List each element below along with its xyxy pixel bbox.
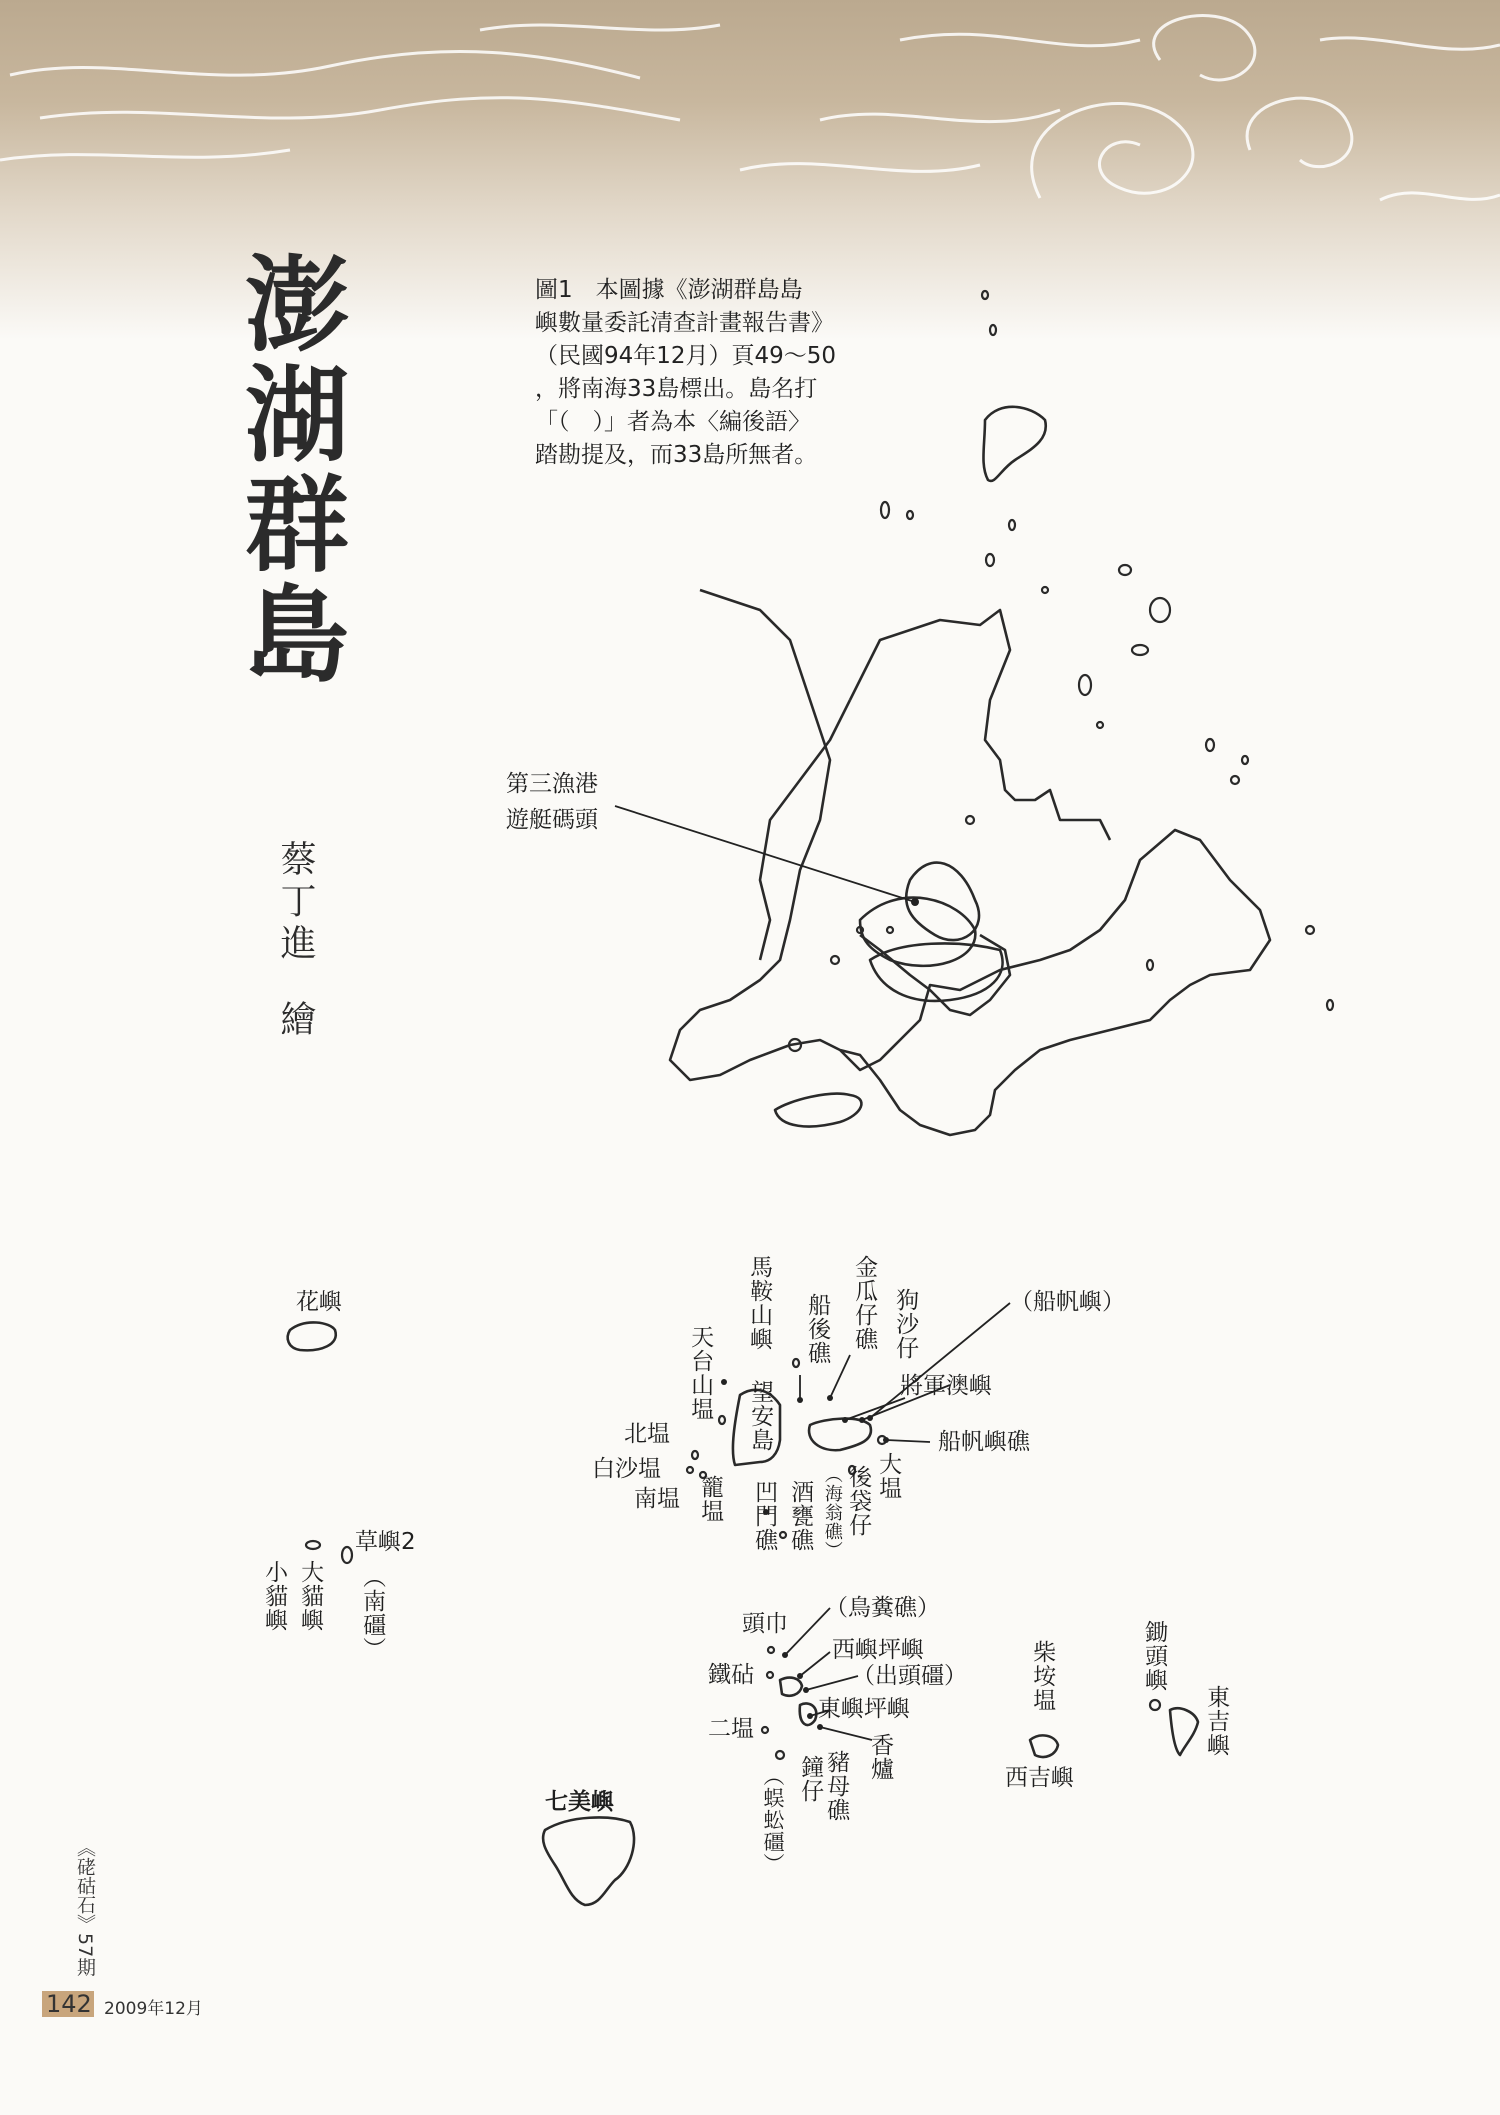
magazine-name: 《硓𥑮石》57期	[74, 1838, 96, 1977]
qimei-island	[543, 1817, 634, 1905]
islet	[831, 956, 839, 964]
erwen-label: 二塭	[708, 1716, 754, 1742]
jingua-arrow	[830, 1355, 850, 1398]
caoyu-label: 草嶼2	[355, 1529, 416, 1555]
islet	[1042, 587, 1048, 593]
chuanfanyujiao-label: 船帆嶼礁	[938, 1429, 1030, 1455]
qimeiyu-label: 七美嶼	[545, 1789, 614, 1815]
goushazi-arrow	[845, 1398, 905, 1420]
nanou-label: （南礓）	[359, 1565, 386, 1661]
harbor-arrow	[615, 806, 915, 902]
islet	[1150, 598, 1170, 622]
zhongzai-label: 鐘仔	[797, 1755, 824, 1803]
caption-line: 「（ ）」者為本〈編後語〉	[535, 409, 811, 435]
chutouyu-label: 鋤頭嶼	[1141, 1620, 1168, 1692]
xiyupingyu-label: 西嶼坪嶼	[832, 1637, 924, 1663]
islet	[1206, 739, 1214, 751]
northern-peninsula-outline	[850, 610, 1110, 840]
baishawen-label: 白沙塭	[592, 1456, 661, 1482]
islet	[793, 1359, 799, 1367]
drawn-by-label: 繪	[275, 1000, 316, 1036]
chutouou-label: （出頭礓）	[852, 1663, 967, 1689]
tiezhen-label: 鐵砧	[708, 1662, 754, 1688]
dongjiyu-label: 東吉嶼	[1203, 1685, 1230, 1757]
page-number: 142	[46, 1990, 92, 2018]
islet	[990, 325, 996, 335]
islet	[1119, 565, 1131, 575]
issue-date: 2009年12月	[104, 1999, 203, 2019]
harbor-label-2: 遊艇碼頭	[506, 807, 598, 833]
islet	[1231, 776, 1239, 784]
islet	[1147, 960, 1153, 970]
aomenjiao-label: 凹門礁	[751, 1480, 778, 1552]
islet	[306, 1541, 320, 1549]
south-long-island	[775, 1094, 861, 1127]
jiangjunaoyu-label: 將軍澳嶼	[900, 1373, 992, 1399]
islet	[776, 1751, 784, 1759]
caption-line: 踏勘提及，而33島所無者。	[535, 442, 818, 468]
islet	[692, 1451, 698, 1459]
islet	[1079, 675, 1091, 695]
caption-line: 嶼數量委託清查計畫報告書》	[535, 310, 834, 336]
zhumujiao-label: 豬母礁	[823, 1750, 850, 1822]
niaofenjiao-label: （鳥糞礁）	[825, 1595, 940, 1621]
islet	[1306, 926, 1314, 934]
jinguazijiao-label: 金瓜仔礁	[851, 1255, 878, 1351]
islet	[762, 1727, 768, 1733]
chuanhoujiao-label: 船後礁	[804, 1293, 831, 1365]
wugongou-label: （蜈蚣礓）	[761, 1765, 786, 1875]
islet	[982, 291, 988, 299]
beiwen-label: 北塭	[624, 1421, 670, 1447]
harbor-marker	[911, 898, 919, 906]
toujin-label: 頭巾	[742, 1611, 788, 1637]
author-name: 蔡丁進	[275, 840, 316, 966]
chuanfan-arrow	[870, 1303, 1010, 1418]
damaoyu-label: 大貓嶼	[297, 1560, 324, 1632]
tiantaishan-label: 天台山塭	[687, 1325, 714, 1421]
islet	[342, 1547, 352, 1563]
islet	[1150, 1700, 1160, 1710]
islet	[719, 1416, 725, 1424]
huayu-label: 花嶼	[296, 1289, 342, 1315]
caption-line: （民國94年12月）頁49～50	[535, 343, 837, 369]
chaianwen-label: 柴垵塭	[1029, 1640, 1056, 1712]
wangan-label: 望安島	[747, 1380, 774, 1452]
dawen-label: 大塭	[875, 1452, 902, 1500]
islet	[780, 1532, 786, 1538]
dongyupingyu-label: 東嶼坪嶼	[818, 1696, 910, 1722]
maanshan-label: 馬鞍山嶼	[746, 1255, 773, 1351]
nanwen-label: 南塭	[634, 1486, 680, 1512]
main-island-outline	[670, 590, 1270, 1135]
islet	[687, 1467, 693, 1473]
west-arm-outline	[760, 700, 850, 960]
islet	[887, 927, 893, 933]
jiangjun-island	[809, 1419, 871, 1451]
islet	[966, 816, 974, 824]
xianglu-label: 香爐	[867, 1733, 894, 1781]
chuanfanjiao-arrow	[886, 1440, 930, 1442]
islet	[1327, 1000, 1333, 1010]
chuanfanyu-label: （船帆嶼）	[1010, 1289, 1125, 1315]
north-island	[983, 407, 1045, 481]
islet	[907, 511, 913, 519]
page-title: 澎湖群島	[227, 250, 350, 690]
xijiyu-label: 西吉嶼	[1005, 1765, 1074, 1791]
south-islet-outline	[870, 943, 1003, 1001]
chutou-arrow	[806, 1676, 858, 1690]
xiyuping-arrow	[800, 1652, 830, 1676]
longwen-label: 籠塭	[697, 1475, 724, 1523]
goushazi-label: 狗沙仔	[892, 1288, 919, 1360]
jiuwengjiao-label: 酒甕礁	[787, 1480, 814, 1552]
islet	[1097, 722, 1103, 728]
hua-yu-island	[288, 1322, 336, 1350]
islet	[1009, 520, 1015, 530]
xiaomaoyu-label: 小貓嶼	[261, 1560, 288, 1632]
niaofen-arrow	[785, 1608, 830, 1655]
islet	[1132, 645, 1148, 655]
islet	[1242, 756, 1248, 764]
islet	[986, 554, 994, 566]
caption-line: 圖1 本圖據《澎湖群島島	[535, 277, 803, 303]
xiji-island	[1030, 1735, 1058, 1757]
islet	[881, 502, 889, 518]
haiwengjiao-label: （海翁礁）	[821, 1465, 843, 1560]
harbor-label: 第三漁港	[506, 771, 598, 797]
houdaizi-label: 後袋仔	[845, 1465, 872, 1537]
xianglu-arrow	[820, 1727, 872, 1740]
xiyuping-island	[780, 1678, 802, 1696]
islet	[768, 1647, 774, 1653]
islet	[767, 1672, 773, 1678]
caption-line: ，將南海33島標出。島名打	[535, 376, 818, 402]
dongji-island	[1170, 1708, 1198, 1755]
